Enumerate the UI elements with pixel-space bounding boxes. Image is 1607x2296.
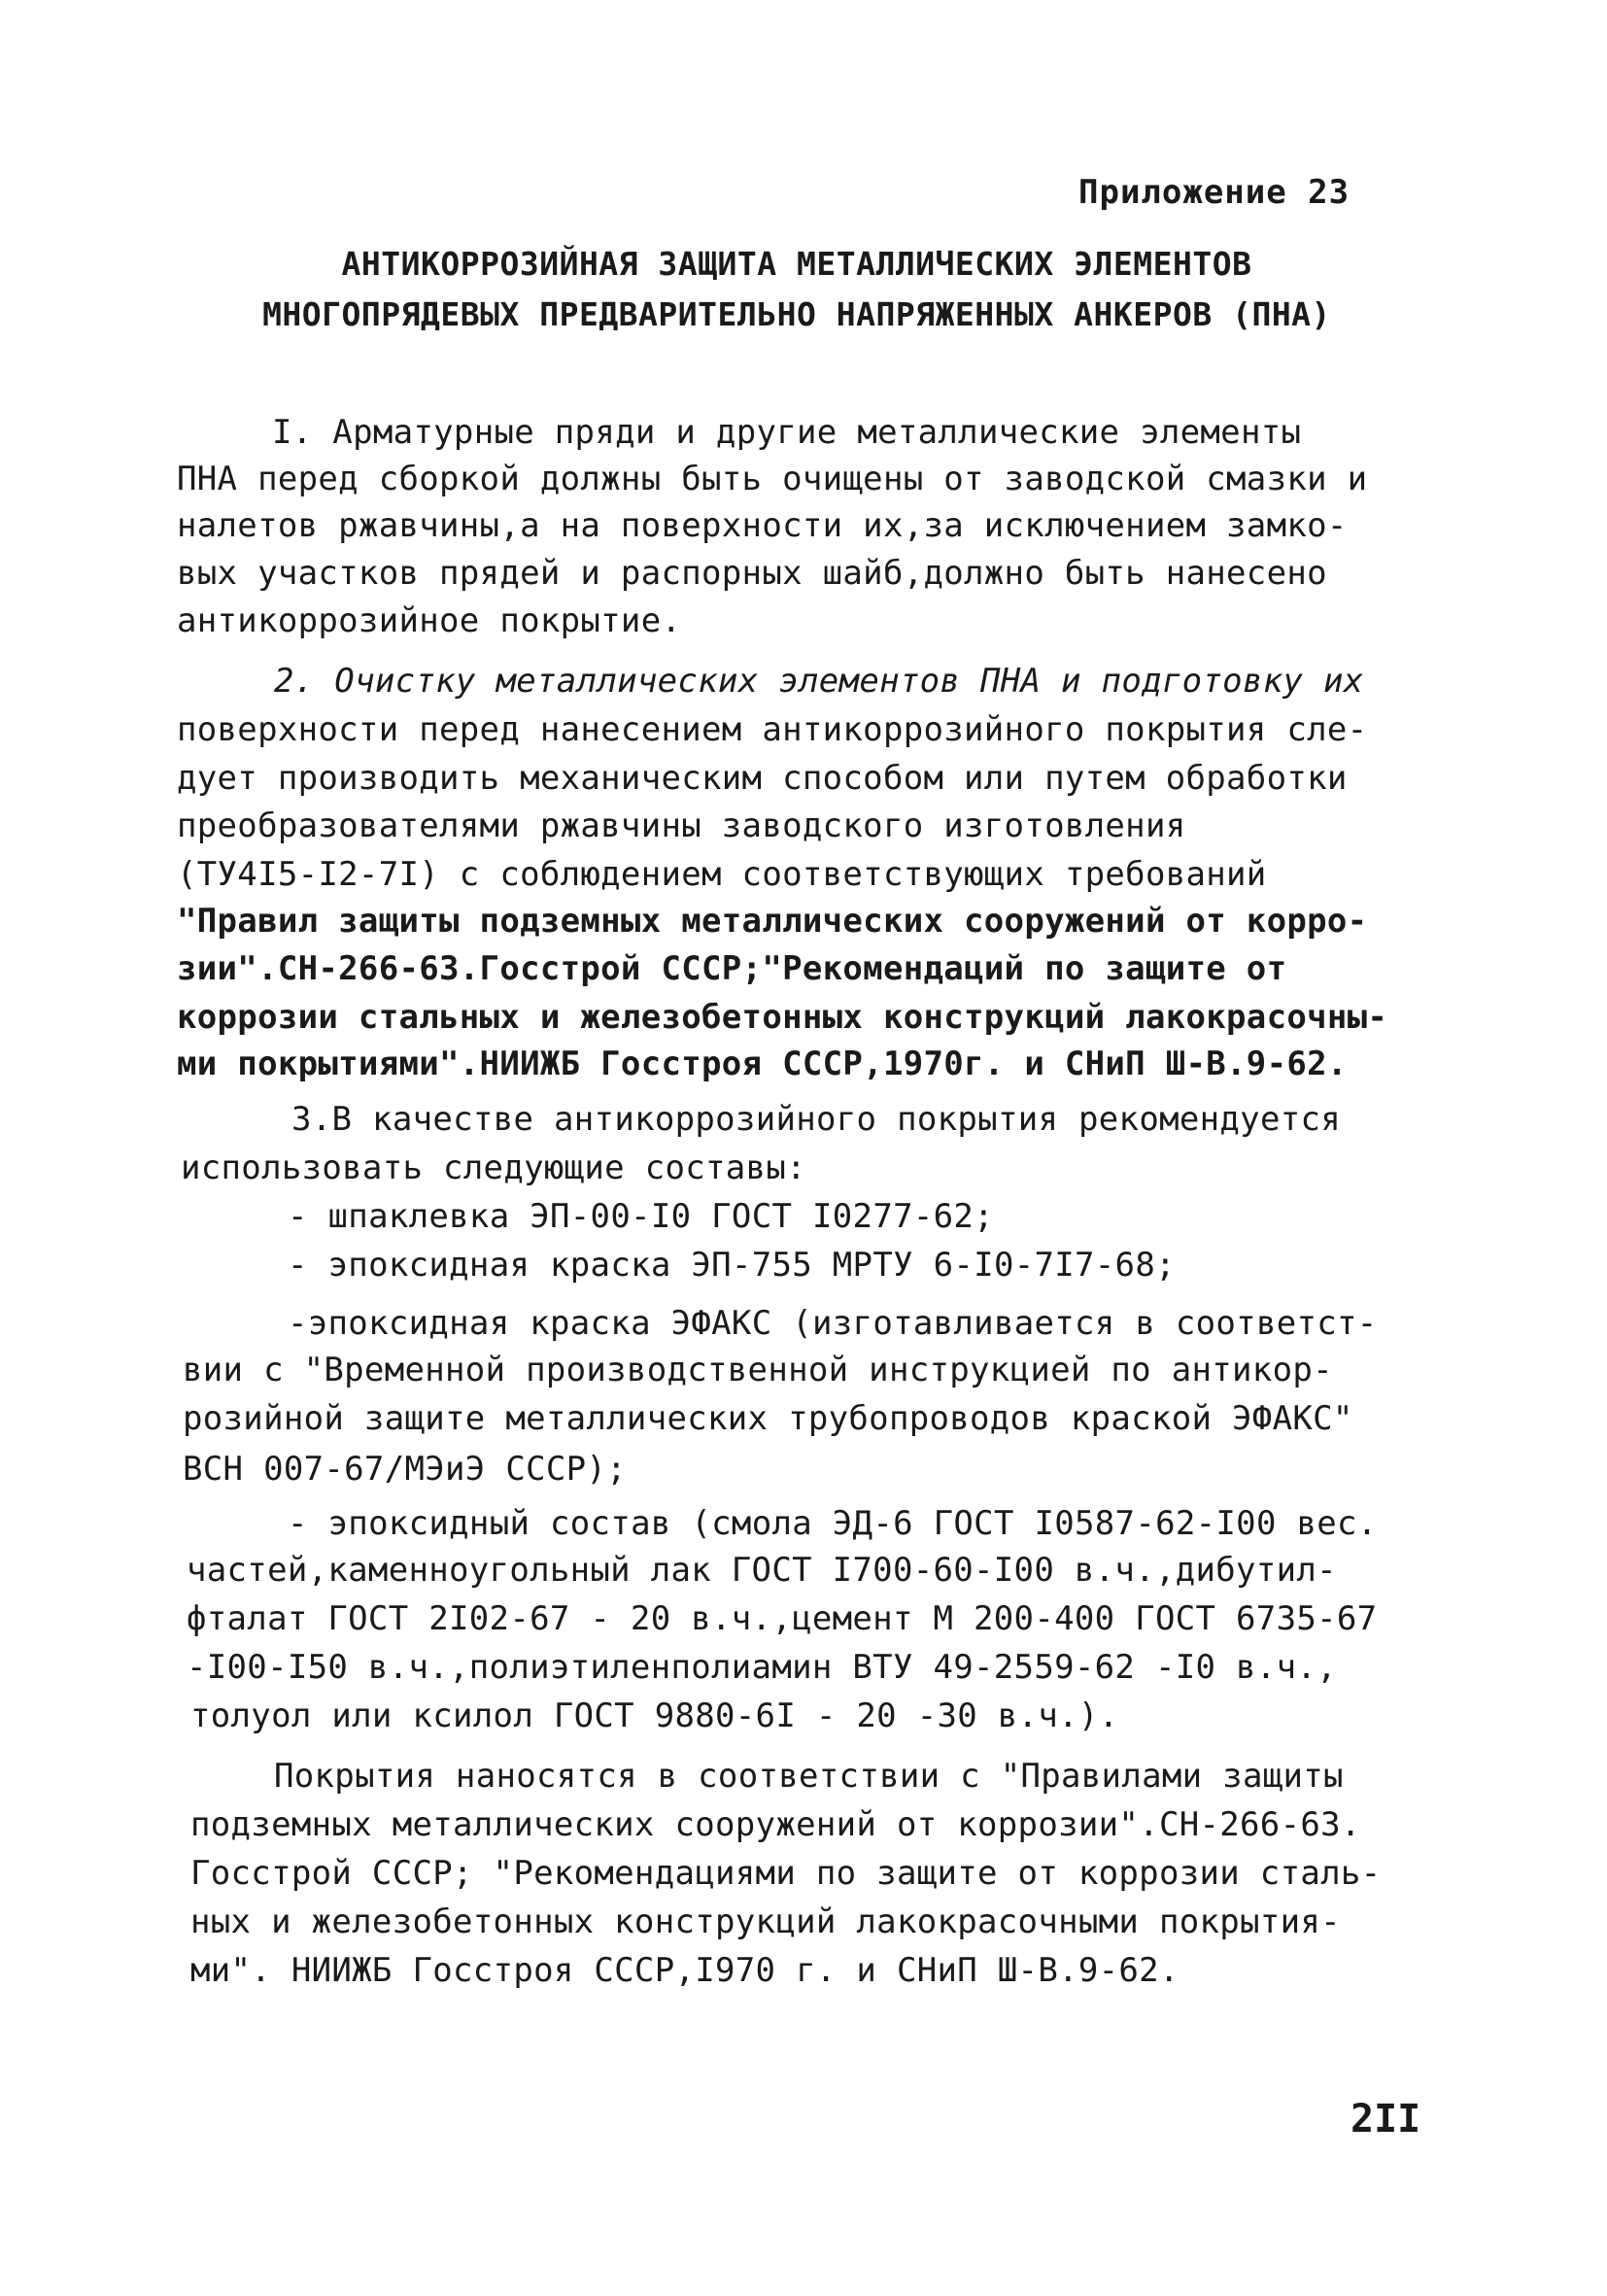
- text-line: дует производить механическим способом или путем обработки: [177, 759, 1348, 798]
- text-line: коррозии стальных и железобетонных конструкций лакокрасочны-: [177, 998, 1388, 1037]
- text-line: налетов ржавчины,а на поверхности их,за исключением замко-: [177, 506, 1348, 545]
- text-line: ных и железобетонных конструкций лакокрасочными покрытия-: [190, 1902, 1341, 1941]
- text-line: Госстрой СССР; "Рекомендациями по защите от коррозии сталь-: [190, 1854, 1382, 1893]
- text-line: преобразователями ржавчины заводского изготовления: [177, 806, 1186, 845]
- text-line: вии с "Временной производственной инструкцией по антикор-: [183, 1351, 1333, 1389]
- text-line: I. Арматурные пряди и другие металлические элементы: [272, 413, 1302, 452]
- text-line: фталат ГОСТ 2I02-67 - 20 в.ч.,цемент М 200-400 ГОСТ 6735-67: [187, 1599, 1378, 1638]
- text-line: ПНА перед сборкой должны быть очищены от заводской смазки и: [177, 460, 1368, 498]
- text-line: -I00-I50 в.ч.,полиэтиленполиамин ВТУ 49-2559-62 -I0 в.ч.,: [187, 1648, 1337, 1687]
- list-item: -эпоксидная краска ЭФАКС (изготавливается в соответст-: [288, 1304, 1378, 1343]
- text-line: зии".СН-266-63.Госстрой СССР;"Рекомендаций по защите от: [177, 949, 1287, 988]
- text-line: поверхности перед нанесением антикоррозийного покрытия сле-: [177, 710, 1368, 749]
- document-title-line-2: МНОГОПРЯДЕВЫХ ПРЕДВАРИТЕЛЬНО НАПРЯЖЕННЫХ АНКЕРОВ (ПНА): [262, 295, 1331, 333]
- list-item: - эпоксидная краска ЭП-755 МРТУ 6-I0-7I7-68;: [288, 1246, 1176, 1285]
- text-line: 2. Очистку металлических элементов ПНА и подготовку их: [274, 662, 1364, 701]
- text-line: Покрытия наносятся в соответствии с "Правилами защиты: [274, 1757, 1344, 1796]
- document-title-line-1: АНТИКОРРОЗИЙНАЯ ЗАЩИТА МЕТАЛЛИЧЕСКИХ ЭЛЕМЕНТОВ: [341, 245, 1252, 283]
- text-line: "Правил защиты подземных металлических сооружений от корро-: [177, 902, 1368, 941]
- page-number: 2II: [1351, 2097, 1421, 2142]
- text-line: ми покрытиями".НИИЖБ Госстроя СССР,1970г. и СНиП Ш-В.9-62.: [177, 1045, 1348, 1083]
- list-item: - шпаклевка ЭП-00-I0 ГОСТ I0277-62;: [288, 1197, 994, 1236]
- text-line: толуол или ксилол ГОСТ 9880-6I - 20 -30 в.ч.).: [190, 1696, 1119, 1735]
- text-line: использовать следующие составы:: [181, 1148, 806, 1187]
- text-line: вых участков прядей и распорных шайб,должно быть нанесено: [177, 554, 1327, 593]
- appendix-label: Приложение 23: [1078, 173, 1351, 212]
- text-line: ВСН 007-67/МЭиЭ СССР);: [183, 1450, 627, 1489]
- text-line: 3.В качестве антикоррозийного покрытия рекомендуется: [291, 1100, 1342, 1139]
- text-line: ми". НИИЖБ Госстроя СССР,I970 г. и СНиП Ш-В.9-62.: [190, 1951, 1180, 1990]
- text-line: (ТУ4I5-I2-7I) с соблюдением соответствующих требований: [177, 855, 1267, 894]
- list-item: - эпоксидный состав (смола ЭД-6 ГОСТ I0587-62-I00 вес.: [288, 1504, 1378, 1543]
- text-line: антикоррозийное покрытие.: [177, 601, 682, 640]
- text-line: частей,каменноугольный лак ГОСТ I700-60-I00 в.ч.,дибутил-: [187, 1551, 1337, 1590]
- text-line: подземных металлических сооружений от коррозии".СН-266-63.: [190, 1805, 1361, 1844]
- text-line: розийной защите металлических трубопроводов краской ЭФАКС": [183, 1399, 1353, 1438]
